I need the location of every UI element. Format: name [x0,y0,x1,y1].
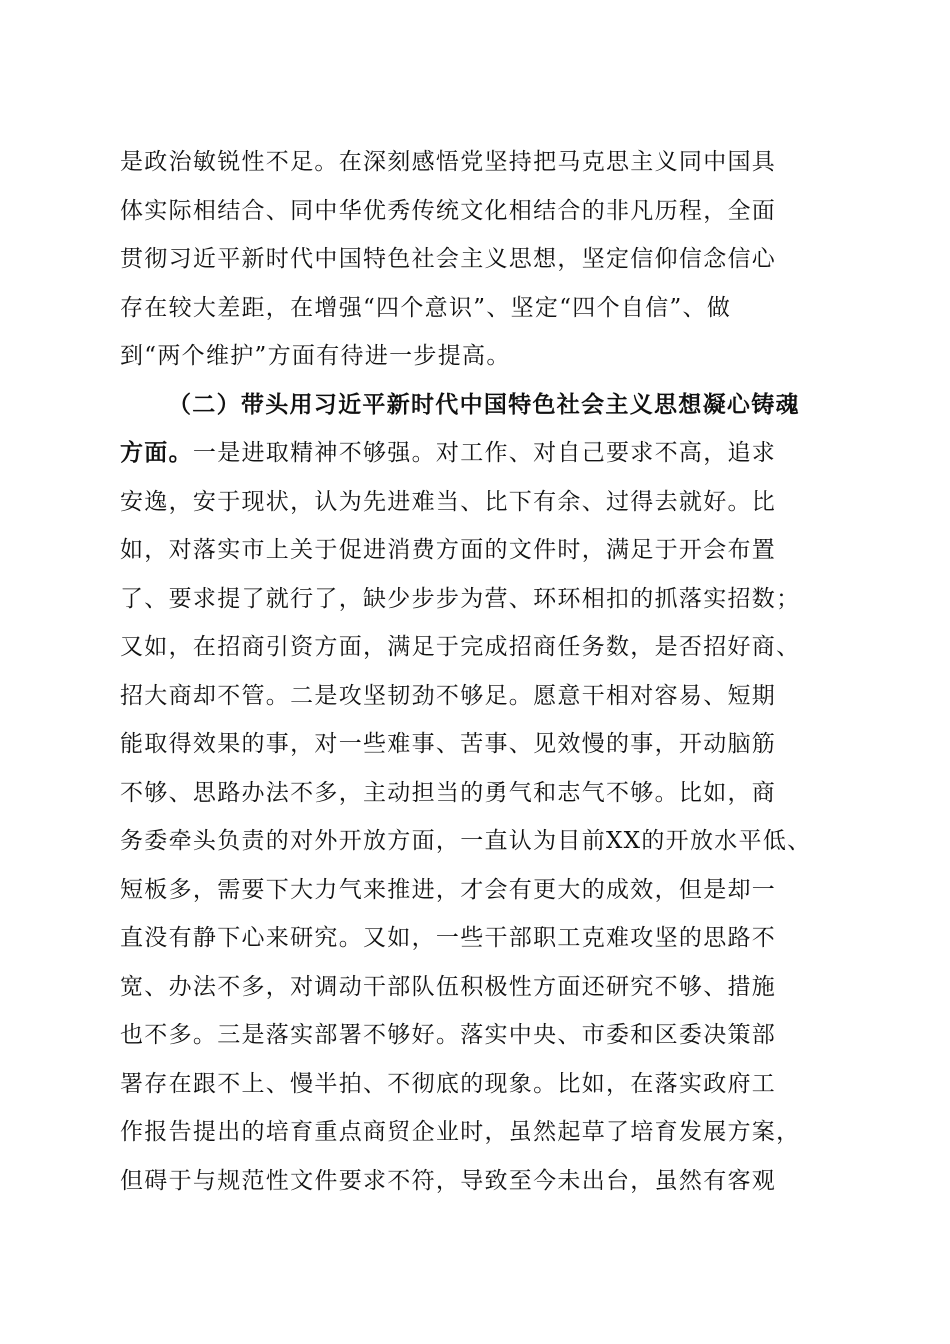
paragraph-line: 贯彻习近平新时代中国特色社会主义思想，坚定信仰信念信心 [120,246,777,272]
paragraph-line: 又如，在招商引资方面，满足于完成招商任务数，是否招好商、 [120,634,801,660]
paragraph-line: 体实际相结合、同中华优秀传统文化相结合的非凡历程，全面 [120,197,777,224]
paragraph-line: 招大商却不管。二是攻坚韧劲不够足。愿意干相对容易、短期 [120,682,777,709]
section-text: 一是进取精神不够强。对工作、对自己要求不高，追求 [192,440,777,466]
paragraph-line: 能取得效果的事，对一些难事、苦事、见效慢的事，开动脑筋 [120,731,777,757]
paragraph-line: 署存在跟不上、慢半拍、不彻底的现象。比如，在落实政府工 [120,1070,777,1097]
paragraph-line: 也不多。三是落实部署不够好。落实中央、市委和区委决策部 [120,1022,777,1048]
paragraph-line: 宽、办法不多，对调动干部队伍积极性方面还研究不够、措施 [120,973,777,1000]
paragraph-line: 如，对落实市上关于促进消费方面的文件时，满足于开会布置 [120,537,777,563]
paragraph-line: 作报告提出的培育重点商贸企业时，虽然起草了培育发展方案， [120,1119,801,1145]
paragraph-line: 了、要求提了就行了，缺少步步为营、环环相扣的抓落实招数； [120,585,801,612]
section-heading-end: 方面。 [120,439,193,466]
section-heading-continuation [120,429,840,478]
paragraph-line: 安逸，安于现状，认为先进难当、比下有余、过得去就好。比 [120,488,777,515]
section-heading: （二）带头用习近平新时代中国特色社会主义思想凝心铸魂 [168,390,800,418]
paragraph-line: 但碍于与规范性文件要求不符，导致至今未出台，虽然有客观 [120,1167,777,1194]
paragraph-line: 短板多，需要下大力气来推进，才会有更大的成效，但是却一 [120,876,777,903]
paragraph-line: 不够、思路办法不多，主动担当的勇气和志气不够。比如，商 [120,779,777,806]
document-body [120,138,840,1205]
paragraph-line: 到“两个维护”方面有待进一步提高。 [120,343,511,369]
paragraph-line: 存在较大差距，在增强“四个意识”、坚定“四个自信”、做 [120,294,732,321]
paragraph-line: 直没有静下心来研究。又如，一些干部职工克难攻坚的思路不 [120,925,777,951]
paragraph-line: 是政治敏锐性不足。在深刻感悟党坚持把马克思主义同中国具 [120,149,777,175]
paragraph-line: 务委牵头负责的对外开放方面，一直认为目前XX的开放水平低、 [120,828,812,854]
